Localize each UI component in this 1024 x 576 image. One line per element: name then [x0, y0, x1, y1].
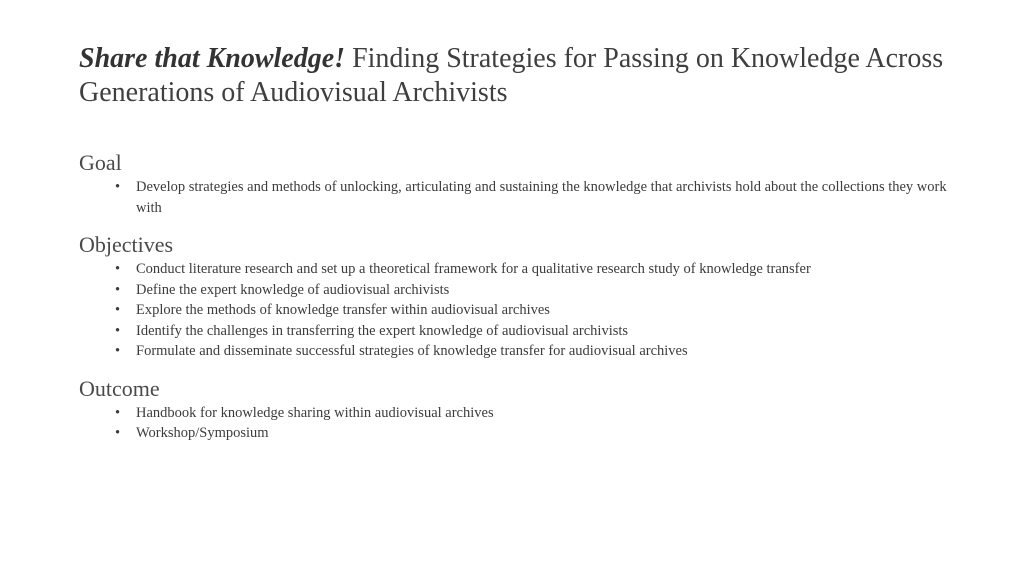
- section-objectives: [79, 232, 959, 362]
- bullet-item: [115, 280, 959, 301]
- bullet-list: [79, 259, 959, 362]
- bullet-icon: •: [115, 281, 121, 298]
- bullet-text: Develop strategies and methods of unlocking, articulating and sustaining the knowledge that archivists hold about the collections they work with: [136, 179, 947, 216]
- bullet-icon: •: [115, 343, 121, 359]
- bullet-item: [115, 300, 959, 321]
- bullet-icon: •: [115, 322, 121, 339]
- bullet-icon: •: [115, 261, 121, 277]
- bullet-item: [115, 341, 959, 362]
- bullet-icon: •: [115, 179, 121, 195]
- bullet-text: Explore the methods of knowledge transfer within audiovisual archives: [136, 302, 550, 318]
- bullet-list: [79, 177, 959, 218]
- bullet-text: Conduct literature research and set up a theoretical framework for a qualitative research study of knowledge transfer: [136, 261, 811, 277]
- bullet-list: [79, 403, 959, 444]
- section-heading: Outcome: [79, 375, 160, 401]
- bullet-text: Identify the challenges in transferring the expert knowledge of audiovisual archivists: [136, 322, 629, 339]
- section-heading: Goal: [79, 150, 122, 175]
- slide-content: [79, 150, 959, 458]
- bullet-text: Define the expert knowledge of audiovisual archivists: [136, 281, 450, 298]
- bullet-item: [115, 321, 959, 342]
- section-goal: [79, 150, 959, 218]
- slide-title-rest: Finding Strategies for Passing on Knowledge Across Generations of Audiovisual Archivists: [79, 43, 944, 108]
- bullet-icon: •: [115, 302, 121, 318]
- bullet-icon: •: [115, 404, 121, 421]
- bullet-icon: •: [115, 425, 121, 441]
- slide-title-emphasis: Share that Knowledge!: [79, 43, 346, 74]
- bullet-item: [115, 259, 959, 280]
- bullet-item: [115, 423, 959, 444]
- bullet-text: Formulate and disseminate successful strategies of knowledge transfer for audiovisual archives: [136, 343, 688, 359]
- bullet-item: [115, 403, 959, 424]
- bullet-item: [115, 177, 959, 218]
- bullet-text: Handbook for knowledge sharing within audiovisual archives: [136, 404, 494, 421]
- bullet-text: Workshop/Symposium: [136, 425, 269, 441]
- slide-title: [79, 42, 979, 110]
- section-heading: Objectives: [79, 232, 174, 257]
- section-outcome: [79, 376, 959, 444]
